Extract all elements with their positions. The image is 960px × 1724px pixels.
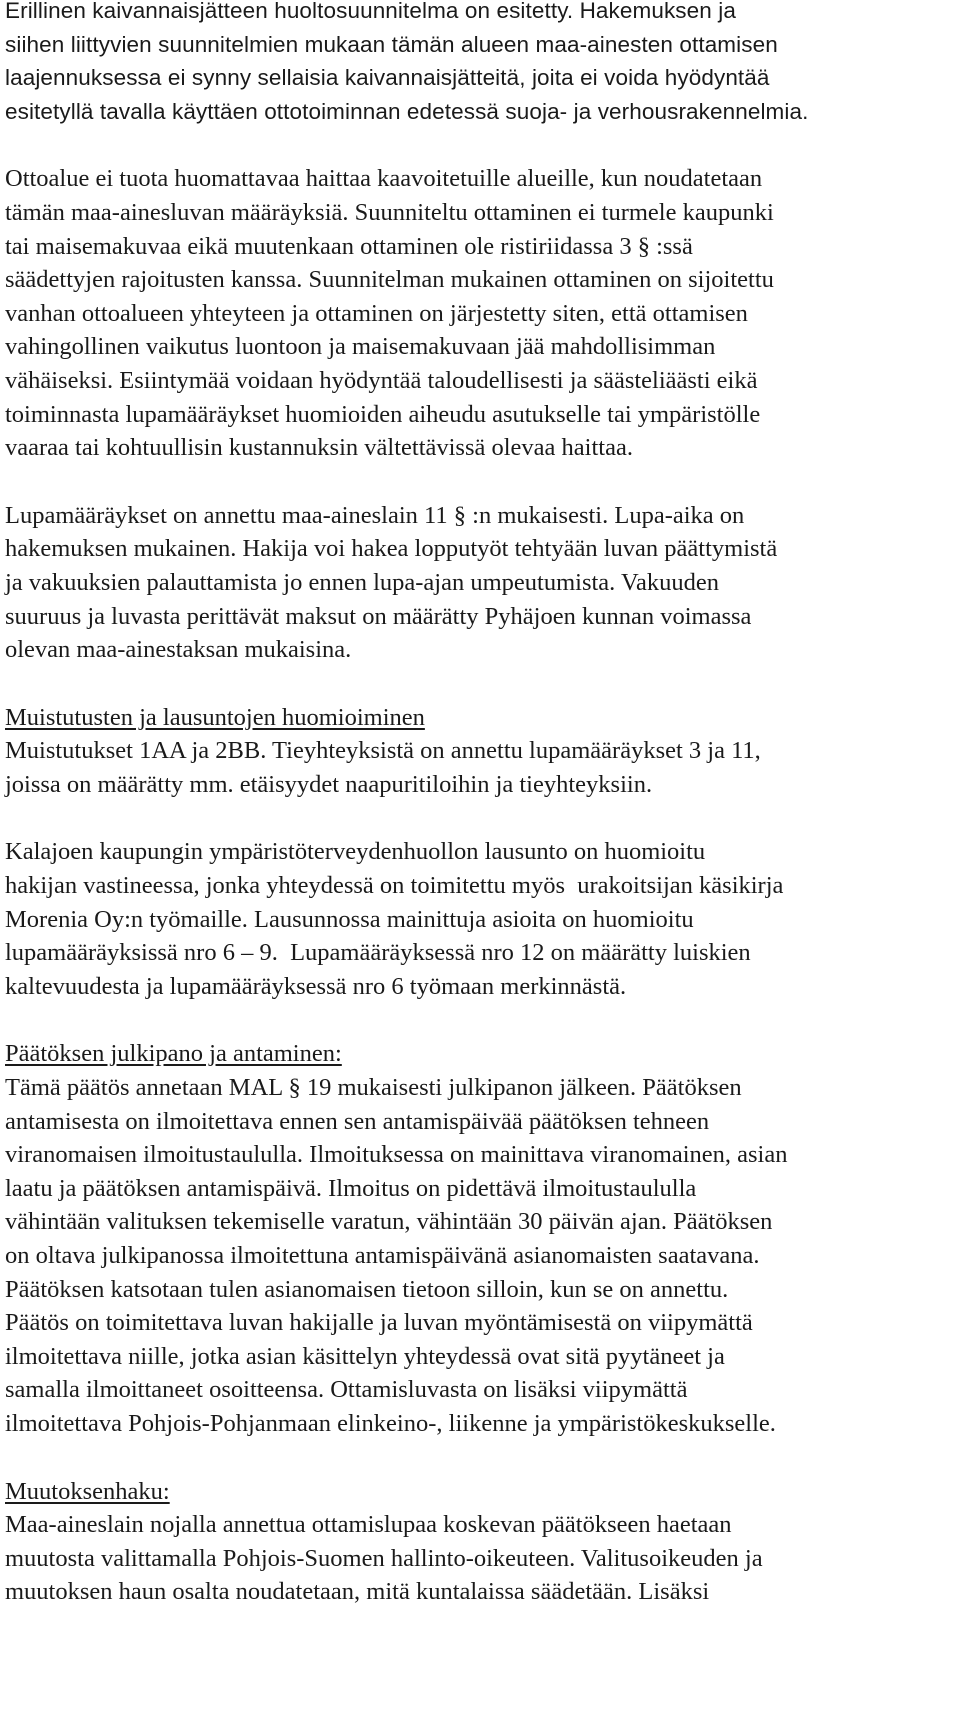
- text-line: on oltava julkipanossa ilmoitettuna antamispäivänä asianomaisten saatavana.: [5, 1242, 760, 1269]
- text-line: Päätöksen katsotaan tulen asianomaisen tietoon silloin, kun se on annettu.: [5, 1275, 729, 1303]
- text-line: vahingollinen vaikutus luontoon ja maisemakuvaan jää mahdollisimman: [5, 333, 716, 361]
- text-line: Erillinen kaivannaisjätteen huoltosuunnitelma on esitetty. Hakemuksen ja: [5, 0, 736, 23]
- text-line: Tämä päätös annetaan MAL § 19 mukaisesti julkipanon jälkeen. Päätöksen: [5, 1074, 742, 1102]
- text-line: toiminnasta lupamääräykset huomioiden aiheudu asutukselle tai ympäristölle: [5, 400, 761, 428]
- text-line: vanhan ottoalueen yhteyteen ja ottaminen on järjestetty siten, että ottamisen: [5, 299, 748, 327]
- text-line: ilmoitettava Pohjois-Pohjanmaan elinkeino-, liikenne ja ympäristökeskukselle.: [5, 1409, 776, 1437]
- section-appeal: [5, 1475, 955, 1609]
- text-line: Maa-aineslain nojalla annettua ottamislupaa koskevan päätökseen haetaan: [5, 1511, 732, 1539]
- text-line: ilmoitettava niille, jotka asian käsittelyn yhteydessä ovat sitä pyytäneet ja: [5, 1342, 725, 1370]
- text-line: Ottoalue ei tuota huomattavaa haittaa kaavoitetuille alueille, kun noudatetaan: [5, 165, 763, 193]
- text-line: Muistutukset 1AA ja 2BB. Tieyhteyksistä on annettu lupamääräykset 3 ja 11,: [5, 737, 761, 765]
- text-line: hakemuksen mukainen. Hakija voi hakea lopputyöt tehtyään luvan päättymistä: [5, 535, 778, 563]
- text-line: kaltevuudesta ja lupamääräyksessä nro 6 työmaan merkinnästä.: [5, 972, 627, 1000]
- text-line: vähäiseksi. Esiintymää voidaan hyödyntää taloudellisesti ja säästeliäästi eikä: [5, 366, 758, 394]
- paragraph-permit-conditions: [5, 499, 955, 667]
- text-line: muutoksen haun osalta noudatetaan, mitä kuntalaissa säädetään. Lisäksi: [5, 1578, 710, 1606]
- text-line: esitetyllä tavalla käyttäen ottotoiminnan edetessä suoja- ja verhousrakennelmia.: [5, 98, 809, 124]
- text-line: siihen liittyvien suunnitelmien mukaan tämän alueen maa-ainesten ottamisen: [5, 31, 778, 57]
- text-line: Kalajoen kaupungin ympäristöterveydenhuollon lausunto on huomioitu: [5, 838, 706, 866]
- paragraph-waste-management: [5, 0, 955, 128]
- text-line: Päätös on toimitettava luvan hakijalle ja luvan myöntämisestä on viipymättä: [5, 1309, 753, 1337]
- paragraph-health-statement: [5, 835, 955, 1003]
- text-line: olevan maa-ainestaksan mukaisina.: [5, 636, 352, 664]
- section-heading-publication: Päätöksen julkipano ja antaminen:: [5, 1040, 342, 1068]
- text-line: Morenia Oy:n työmaille. Lausunnossa mainittuja asioita on huomioitu: [5, 905, 694, 933]
- text-line: vaaraa tai kohtuullisin kustannuksin vältettävissä olevaa haittaa.: [5, 434, 633, 462]
- section-publication: [5, 1037, 955, 1440]
- text-line: säädettyjen rajoitusten kanssa. Suunnitelman mukainen ottaminen on sijoitettu: [5, 266, 774, 294]
- paragraph-gap: [5, 465, 955, 499]
- text-line: hakijan vastineessa, jonka yhteydessä on toimitettu myös urakoitsijan käsikirja: [5, 872, 784, 900]
- section-objections: [5, 701, 955, 802]
- section-heading-objections: Muistutusten ja lausuntojen huomioiminen: [5, 703, 425, 731]
- paragraph-gap: [5, 801, 955, 835]
- section-heading-appeal: Muutoksenhaku:: [5, 1477, 170, 1505]
- paragraph-gap: [5, 667, 955, 701]
- text-line: vähintään valituksen tekemiselle varatun, vähintään 30 päivän ajan. Päätöksen: [5, 1208, 773, 1236]
- text-line: lupamääräyksissä nro 6 – 9. Lupamääräyksessä nro 12 on määrätty luiskien: [5, 939, 751, 967]
- text-line: ja vakuuksien palauttamista jo ennen lupa-ajan umpeutumista. Vakuuden: [5, 568, 719, 596]
- text-line: laatu ja päätöksen antamispäivä. Ilmoitus on pidettävä ilmoitustaululla: [5, 1174, 697, 1202]
- text-line: samalla ilmoittaneet osoitteensa. Ottamisluvasta on lisäksi viipymättä: [5, 1376, 688, 1404]
- text-line: tai maisemakuvaa eikä muutenkaan ottaminen ole ristiriidassa 3 § :ssä: [5, 232, 693, 260]
- paragraph-gap: [5, 1003, 955, 1037]
- paragraph-extraction-area: [5, 162, 955, 464]
- text-line: laajennuksessa ei synny sellaisia kaivannaisjätteitä, joita ei voida hyödyntää: [5, 65, 770, 91]
- text-line: suuruus ja luvasta perittävät maksut on määrätty Pyhäjoen kunnan voimassa: [5, 602, 752, 630]
- text-line: Lupamääräykset on annettu maa-aineslain 11 § :n mukaisesti. Lupa-aika on: [5, 501, 745, 529]
- text-line: tämän maa-ainesluvan määräyksiä. Suunniteltu ottaminen ei turmele kaupunki: [5, 198, 774, 226]
- paragraph-gap: [5, 1441, 955, 1475]
- text-line: antamisesta on ilmoitettava ennen sen antamispäivää päätöksen tehneen: [5, 1107, 710, 1135]
- paragraph-gap: [5, 128, 955, 162]
- document-page: [5, 0, 955, 1609]
- text-line: muutosta valittamalla Pohjois-Suomen hallinto-oikeuteen. Valitusoikeuden ja: [5, 1544, 763, 1572]
- text-line: joissa on määrätty mm. etäisyydet naapuritiloihin ja tieyhteyksiin.: [5, 770, 653, 798]
- text-line: viranomaisen ilmoitustaululla. Ilmoituksessa on mainittava viranomainen, asian: [5, 1141, 788, 1169]
